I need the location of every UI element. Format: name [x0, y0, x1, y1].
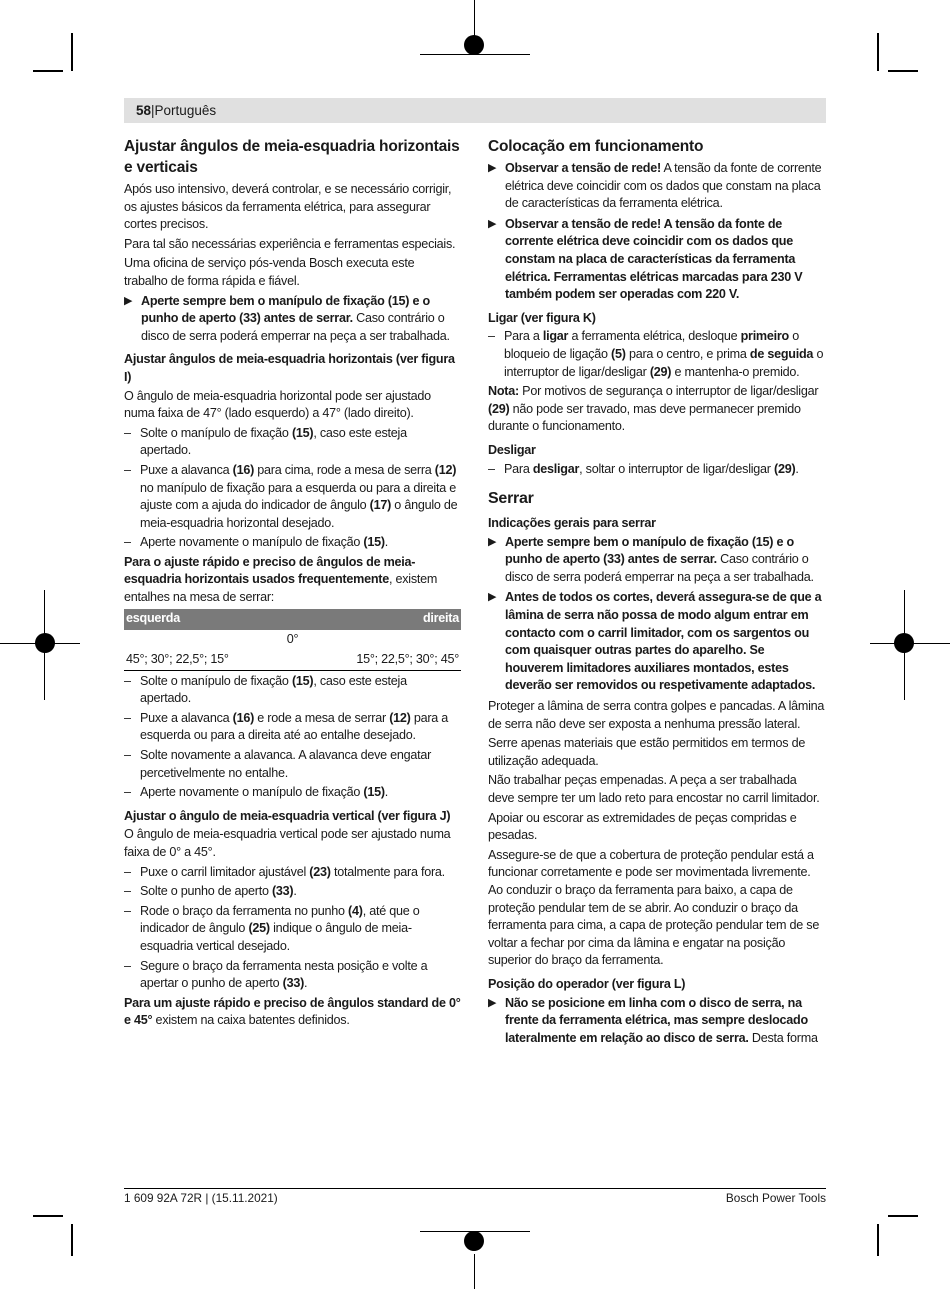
triangle-bullet-icon: ▶ — [124, 294, 133, 307]
registration-mark — [464, 1231, 484, 1251]
step-item: – Segure o braço da ferramenta nesta posição e volte a apertar o punho de aperto (33). — [124, 958, 428, 991]
right-column — [488, 136, 825, 1050]
table-header-left: esquerda — [124, 609, 293, 630]
crop-mark — [71, 33, 73, 71]
step-item: – Para desligar, soltar o interruptor de ligar/desligar (29). — [488, 461, 799, 476]
step-item: – Puxe a alavanca (16) e rode a mesa de serrar (12) para a esquerda ou para a direita até ao entalhe desejado. — [124, 710, 449, 743]
step-item: – Solte novamente a alavanca. A alavanca deve engatar percetivelmente no entalhe. — [124, 748, 432, 780]
header-band — [124, 98, 826, 123]
footer-document-id: 1 609 92A 72R | (15.11.2021) — [124, 1191, 278, 1205]
triangle-bullet-icon: ▶ — [488, 591, 497, 604]
step-item: – Para a ligar a ferramenta elétrica, desloque primeiro o bloqueio de ligação (5) para o centro, e prima de seguida o interruptor de ligar/desligar (29) e mantenha-o premido. — [488, 329, 824, 379]
table-cell-center: 0° — [286, 631, 299, 646]
step-item: – Solte o manípulo de fixação (15), caso este esteja apertado. — [124, 425, 407, 458]
crop-mark — [877, 1224, 879, 1256]
registration-line — [474, 0, 475, 36]
paragraph: Para um ajuste rápido e preciso de ângulos standard de 0° e 45° existem na caixa batentes definidos. — [124, 995, 461, 1028]
subsection-heading: Indicações gerais para serrar — [488, 516, 656, 531]
table-header-right: direita — [293, 609, 462, 630]
subsection-heading: Ajustar o ângulo de meia-esquadria vertical (ver figura J) — [124, 808, 451, 823]
paragraph: Proteger a lâmina de serra contra golpes e pancadas. A lâmina de serra não deve ser exposta a nenhuma pressão lateral. — [488, 699, 825, 731]
triangle-bullet-icon: ▶ — [488, 996, 497, 1009]
crop-mark — [71, 1224, 73, 1256]
paragraph: Para o ajuste rápido e preciso de ângulos de meia-esquadria horizontais usados frequentemente, existem entalhes na mesa de serrar: — [124, 554, 438, 605]
warning-item: ▶ Antes de todos os cortes, deverá assegura-se de que a lâmina de serra não possa de modo algum entrar em contacto com o carril limitador, com os sargentos ou com quaisquer outras partes do aparelho. Se houverem limitadores auxiliares montados, estes deverão ser removidos ou respetivamente adaptados. — [488, 590, 822, 693]
paragraph: Não trabalhar peças empenadas. A peça a ser trabalhada deve sempre ter um lado reto para encostar no carril limitador. — [488, 773, 820, 805]
crop-mark — [33, 1215, 63, 1217]
step-item: – Puxe a alavanca (16) para cima, rode a mesa de serra (12) no manípulo de fixação para a esquerda ou para a direita e ajuste com a ajuda do indicador de ângulo (17) o ângulo de meia-esquadria horizontal desejado. — [124, 462, 458, 530]
paragraph: Para tal são necessárias experiência e ferramentas especiais. — [124, 236, 456, 251]
footer-brand: Bosch Power Tools — [725, 1191, 826, 1205]
paragraph: Apoiar ou escorar as extremidades de peças compridas e pesadas. — [488, 810, 797, 843]
registration-mark — [35, 633, 55, 653]
step-item: – Rode o braço da ferramenta no punho (4), até que o indicador de ângulo (25) indique o ângulo de meia-esquadria vertical desejado. — [124, 903, 420, 953]
subsection-heading: Ajustar ângulos de meia-esquadria horizontais (ver figura I) — [124, 352, 455, 384]
note-paragraph: Nota: Por motivos de segurança o interruptor de ligar/desligar (29) não pode ser travado, mas deve permanecer premido durante o funcionamento. — [488, 384, 819, 434]
registration-mark — [894, 633, 914, 653]
step-item: – Puxe o carril limitador ajustável (23) totalmente para fora. — [124, 864, 445, 879]
left-column — [124, 136, 461, 1032]
registration-mark — [464, 35, 484, 55]
footer-rule — [124, 1188, 826, 1189]
subsection-heading: Desligar — [488, 442, 536, 457]
section-heading: Ajustar ângulos de meia-esquadria horizontais e verticais — [124, 138, 460, 176]
paragraph: Assegure-se de que a cobertura de proteção pendular está a funcionar corretamente e pode ser movimentada livremente. Ao conduzir o braço da ferramenta para baixo, a capa de proteção pendular tem de se abrir. Ao conduzir o braço da ferramenta para cima, a capa de proteção pendular tem de se voltar a fechar por cima da lâmina e engatar na posição superior do braço da ferramenta. — [488, 847, 820, 968]
step-item: – Aperte novamente o manípulo de fixação (15). — [124, 785, 389, 800]
paragraph: O ângulo de meia-esquadria horizontal pode ser ajustado numa faixa de 47° (lado esquerdo) a 47° (lado direito). — [124, 388, 431, 421]
registration-line — [474, 1254, 475, 1289]
warning-item: ▶ Observar a tensão de rede! A tensão da fonte de corrente elétrica deve coincidir com os dados que constam na placa de características da ferramenta elétrica. — [488, 161, 822, 211]
paragraph: Uma oficina de serviço pós-venda Bosch executa este trabalho de forma rápida e fiável. — [124, 256, 415, 288]
crop-mark — [877, 33, 879, 71]
crop-mark — [33, 70, 63, 72]
triangle-bullet-icon: ▶ — [488, 217, 497, 230]
crop-mark — [888, 1215, 918, 1217]
table-cell-left: 45°; 30°; 22,5°; 15° — [124, 650, 293, 671]
step-item: – Solte o manípulo de fixação (15), caso este esteja apertado. — [124, 673, 407, 706]
header-separator: | — [151, 103, 155, 118]
paragraph: Após uso intensivo, deverá controlar, e se necessário corrigir, os ajustes básicos da ferramenta elétrica, para assegurar cortes precisos. — [124, 182, 452, 232]
subsection-heading: Ligar (ver figura K) — [488, 310, 596, 325]
warning-item: ▶ Aperte sempre bem o manípulo de fixação (15) e o punho de aperto (33) antes de serrar. Caso contrário o disco de serra poderá emperrar na peça a ser trabalhada. — [124, 293, 450, 343]
table-cell-right: 15°; 22,5°; 30°; 45° — [293, 650, 462, 671]
section-heading: Colocação em funcionamento — [488, 138, 704, 155]
notch-angles-table — [124, 609, 461, 671]
page-number: 58 — [136, 103, 152, 118]
paragraph: O ângulo de meia-esquadria vertical pode ser ajustado numa faixa de 0° a 45°. — [124, 827, 451, 859]
section-heading: Serrar — [488, 490, 534, 508]
subsection-heading: Posição do operador (ver figura L) — [488, 976, 686, 991]
warning-item: ▶ Observar a tensão de rede! A tensão da fonte de corrente elétrica deve coincidir com os dados que constam na placa de características da ferramenta elétrica. Ferramentas elétricas marcadas para 230 V também podem ser operadas com 220 V. — [488, 216, 803, 302]
step-item: – Aperte novamente o manípulo de fixação (15). — [124, 535, 389, 550]
crop-mark — [888, 70, 918, 72]
paragraph: Serre apenas materiais que estão permitidos em termos de utilização adequada. — [488, 736, 806, 768]
warning-item: ▶ Aperte sempre bem o manípulo de fixação (15) e o punho de aperto (33) antes de serrar. Caso contrário o disco de serra poderá emperrar na peça a ser trabalhada. — [488, 534, 814, 584]
step-item: – Solte o punho de aperto (33). — [124, 884, 297, 899]
triangle-bullet-icon: ▶ — [488, 535, 497, 548]
triangle-bullet-icon: ▶ — [488, 162, 497, 174]
page-header — [136, 102, 216, 119]
header-language: Português — [154, 103, 217, 118]
warning-item: ▶ Não se posicione em linha com o disco de serra, na frente da ferramenta elétrica, mas sempre deslocado lateralmente em relação ao disco de serra. Desta forma — [488, 995, 818, 1045]
